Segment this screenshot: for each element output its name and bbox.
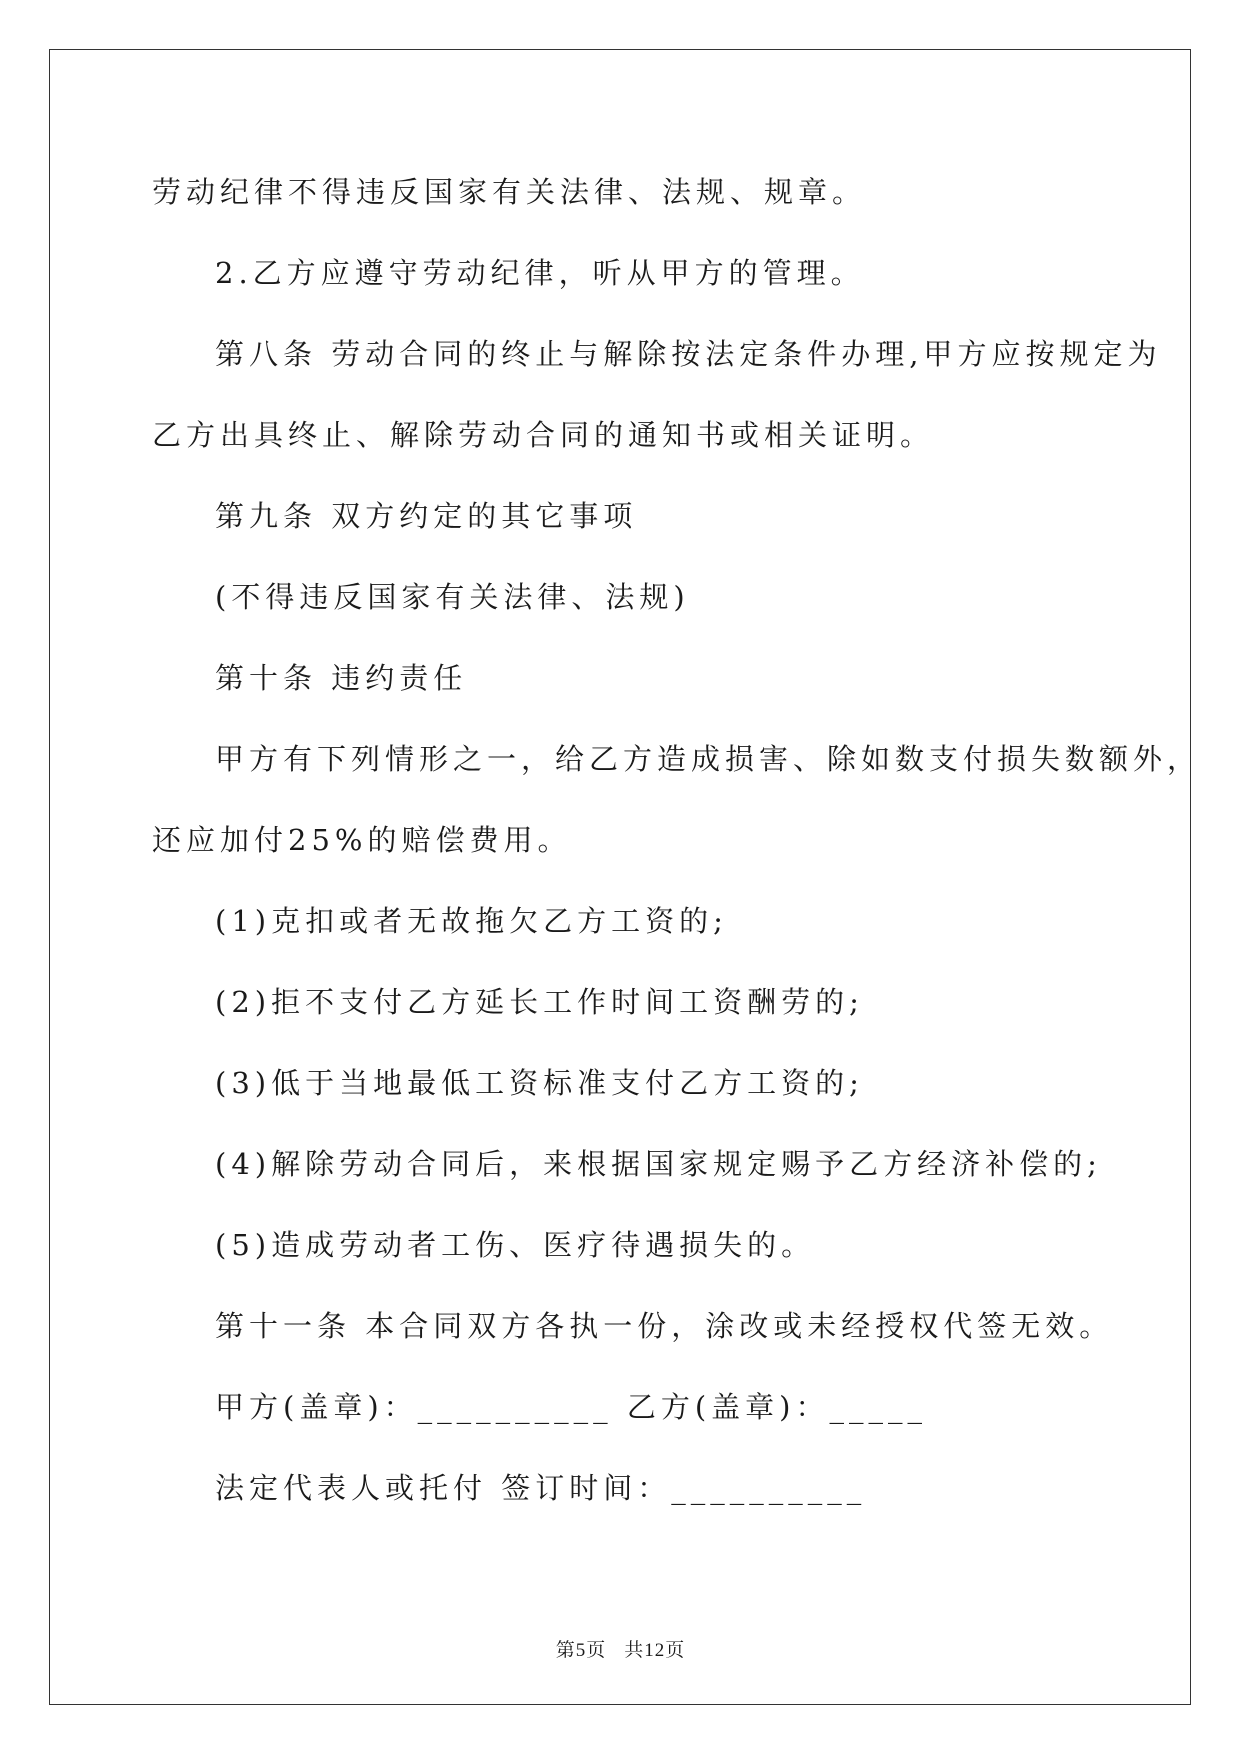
footer-total-pages: 12 — [644, 1640, 666, 1661]
paragraph-15: 第十一条 本合同双方各执一份，涂改或未经授权代签无效。 — [215, 1309, 1114, 1343]
footer-total-prefix: 共 — [624, 1639, 645, 1661]
paragraph-3: 第八条 劳动合同的终止与解除按法定条件办理,甲方应按规定为 — [215, 337, 1162, 371]
paragraph-12: (3)低于当地最低工资标准支付乙方工资的; — [215, 1066, 864, 1100]
page-border — [49, 49, 1191, 1705]
page-footer — [0, 1638, 1241, 1663]
paragraph-11: (2)拒不支付乙方延长工作时间工资酬劳的; — [215, 985, 864, 1019]
footer-page-prefix: 第 — [555, 1639, 576, 1661]
paragraph-9: 还应加付25%的赔偿费用。 — [152, 823, 572, 857]
signature-line-representative: 法定代表人或托付 签订时间：__________ — [215, 1471, 867, 1505]
paragraph-1: 劳动纪律不得违反国家有关法律、法规、规章。 — [152, 175, 867, 209]
paragraph-8: 甲方有下列情形之一，给乙方造成损害、除如数支付损失数额外， — [215, 742, 1202, 776]
paragraph-14: (5)造成劳动者工伤、医疗待遇损失的。 — [215, 1228, 816, 1262]
paragraph-2: 2.乙方应遵守劳动纪律，听从甲方的管理。 — [215, 256, 865, 290]
signature-line-parties: 甲方(盖章)：__________ 乙方(盖章)：_____ — [215, 1390, 927, 1424]
paragraph-13: (4)解除劳动合同后，来根据国家规定赐予乙方经济补偿的; — [215, 1147, 1102, 1181]
footer-page-number: 5 — [575, 1640, 587, 1661]
paragraph-5: 第九条 双方约定的其它事项 — [215, 499, 638, 533]
footer-page-suffix: 页 — [586, 1639, 607, 1661]
paragraph-10: (1)克扣或者无故拖欠乙方工资的; — [215, 904, 728, 938]
paragraph-7: 第十条 违约责任 — [215, 661, 468, 695]
footer-total-suffix: 页 — [665, 1639, 686, 1661]
paragraph-4: 乙方出具终止、解除劳动合同的通知书或相关证明。 — [152, 418, 935, 452]
paragraph-6: (不得违反国家有关法律、法规) — [215, 580, 690, 614]
